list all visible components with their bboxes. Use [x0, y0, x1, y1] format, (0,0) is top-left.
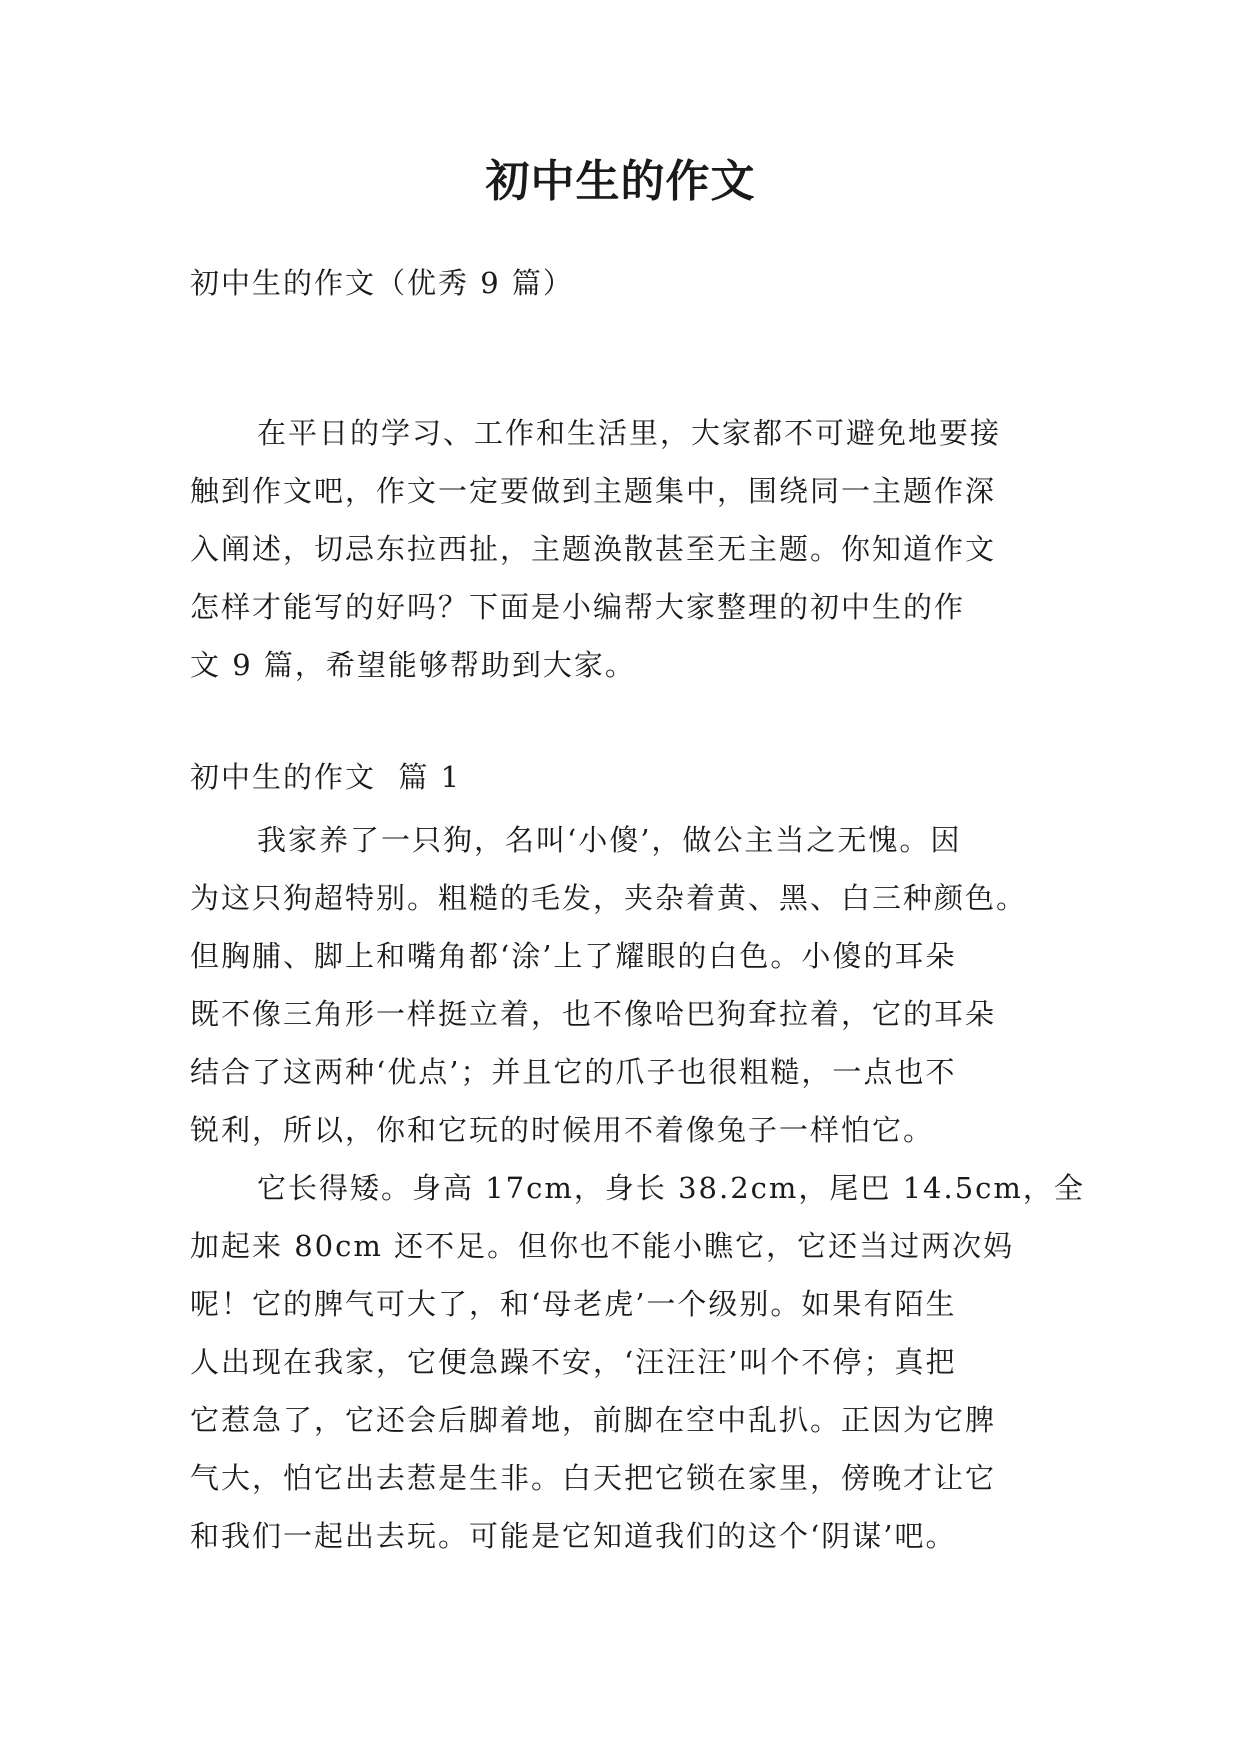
section-heading: 初中生的作文 篇 1	[190, 760, 462, 794]
intro-line: 文 9 篇，希望能够帮助到大家。	[190, 648, 636, 682]
paragraph-line: 呢！它的脾气可大了，和‘母老虎’一个级别。如果有陌生	[190, 1287, 957, 1321]
intro-line: 触到作文吧，作文一定要做到主题集中，围绕同一主题作深	[190, 474, 997, 508]
body-paragraph-2	[190, 1159, 1085, 1565]
paragraph-line: 和我们一起出去玩。可能是它知道我们的这个‘阴谋’吧。	[190, 1519, 957, 1553]
paragraph-line: 它长得矮。身高 17cm，身长 38.2cm，尾巴 14.5cm，全	[257, 1171, 1085, 1205]
document-title: 初中生的作文	[485, 156, 756, 207]
paragraph-line: 为这只狗超特别。粗糙的毛发，夹杂着黄、黑、白三种颜色。	[190, 881, 1028, 915]
paragraph-line: 加起来 80cm 还不足。但你也不能小瞧它，它还当过两次妈	[190, 1229, 1015, 1263]
intro-line: 入阐述，切忌东拉西扯，主题涣散甚至无主题。你知道作文	[190, 532, 997, 566]
paragraph-line: 气大，怕它出去惹是生非。白天把它锁在家里，傍晚才让它	[190, 1461, 997, 1495]
paragraph-line: 人出现在我家，它便急躁不安，‘汪汪汪’叫个不停；真把	[190, 1345, 957, 1379]
document-subtitle: 初中生的作文（优秀 9 篇）	[190, 266, 574, 300]
paragraph-line: 它惹急了，它还会后脚着地，前脚在空中乱扒。正因为它脾	[190, 1403, 997, 1437]
paragraph-line: 我家养了一只狗，名叫‘小傻’，做公主当之无愧。因	[257, 823, 962, 857]
paragraph-line: 结合了这两种‘优点’；并且它的爪子也很粗糙，一点也不	[190, 1055, 957, 1089]
intro-line: 在平日的学习、工作和生活里，大家都不可避免地要接	[257, 416, 1002, 450]
body-paragraph-1	[190, 811, 1060, 1159]
intro-paragraph	[190, 404, 1060, 694]
paragraph-line: 但胸脯、脚上和嘴角都‘涂’上了耀眼的白色。小傻的耳朵	[190, 939, 957, 973]
paragraph-line: 锐利，所以，你和它玩的时候用不着像兔子一样怕它。	[190, 1113, 935, 1147]
intro-line: 怎样才能写的好吗？下面是小编帮大家整理的初中生的作	[190, 590, 966, 624]
paragraph-line: 既不像三角形一样挺立着，也不像哈巴狗耷拉着，它的耳朵	[190, 997, 997, 1031]
